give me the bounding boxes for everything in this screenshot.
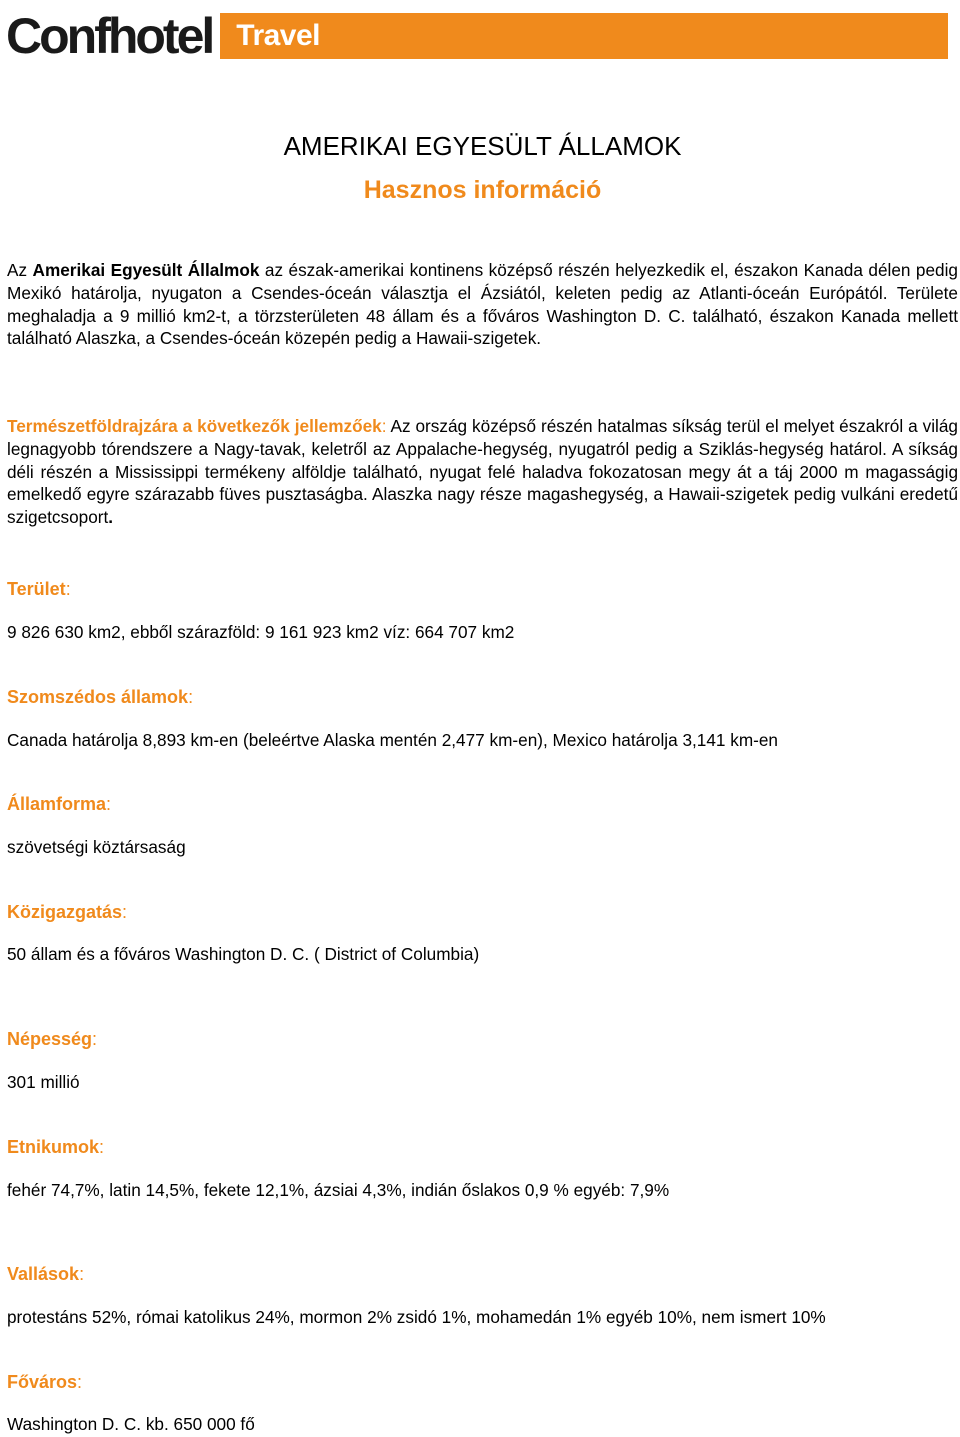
logo-orange-bar <box>220 13 948 59</box>
religion-label: Vallások: <box>7 1264 85 1284</box>
religion-value: protestáns 52%, római katolikus 24%, mormon 2% zsidó 1%, mohamedán 1% egyéb 10%, nem ismert 10% <box>7 1307 826 1327</box>
geography-paragraph <box>7 415 958 529</box>
capital-value: Washington D. C. kb. 650 000 fő <box>7 1414 255 1434</box>
geography-heading: Természetföldrajzára a következők jellemzőek <box>7 416 382 436</box>
intro-country-name: Amerikai Egyesült Állalmok <box>32 260 260 280</box>
government-label: Államforma: <box>7 794 112 814</box>
geography-text: Az ország középső részén hatalmas síkság terül el melyet északról a világ legnagyobb tórendszere a Nagy-tavak, keletről az Appalache-hegység, nyugatról pedig a Sziklás-hegység határol. A síkság déli részén a Mississippi termékeny alföldje található, nyugat felé haladva fokozatosan megy át a táj 2000 m magasságig emelkedő egyre szárazabb füves pusztaságba. Alaszka nagy része magashegység, a Hawaii-szigetek pedig vulkáni eredetű szigetcsoport <box>7 416 958 528</box>
government-value: szövetségi köztársaság <box>7 837 186 857</box>
page-title: AMERIKAI EGYESÜLT ÁLLAMOK <box>283 131 682 161</box>
area-label: Terület: <box>7 579 71 599</box>
area-value: 9 826 630 km2, ebből szárazföld: 9 161 923 km2 víz: 664 707 km2 <box>7 622 515 642</box>
geography-end: . <box>108 507 114 528</box>
intro-prefix: Az <box>7 260 33 280</box>
ethnicity-label: Etnikumok: <box>7 1137 105 1157</box>
intro-paragraph <box>7 259 958 350</box>
administration-value: 50 állam és a főváros Washington D. C. ( District of Columbia) <box>7 944 480 964</box>
intro-text: az észak-amerikai kontinens középső részén helyezkedik el, északon Kanada délen pedig Mexikó határolja, nyugaton a Csendes-óceán választja el Ázsiától, keleten pedig az Atlanti-óceán Európától. Területe meghaladja a 9 millió km2-t, a törzsterületen 48 állam és a főváros Washington D. C. található, északon Kanada mellett található Alaszka, a Csendes-óceán közepén pedig a Hawaii-szigetek. <box>7 260 958 349</box>
ethnicity-value: fehér 74,7%, latin 14,5%, fekete 12,1%, ázsiai 4,3%, indián őslakos 0,9 % egyéb: 7,9% <box>7 1180 670 1200</box>
administration-label: Közigazgatás: <box>7 902 128 922</box>
geography-heading-colon: : <box>381 416 387 436</box>
brand-logo <box>6 8 948 64</box>
capital-label: Főváros: <box>7 1372 83 1392</box>
population-value: 301 millió <box>7 1072 80 1092</box>
population-label: Népesség: <box>7 1029 98 1049</box>
neighbors-label: Szomszédos államok: <box>7 687 194 707</box>
logo-wordmark: Confhotel <box>6 8 213 64</box>
page-subtitle: Hasznos információ <box>363 176 602 204</box>
neighbors-value: Canada határolja 8,893 km-en (beleértve Alaska mentén 2,477 km-en), Mexico határolja 3,141 km-en <box>7 730 778 750</box>
logo-bar-text: Travel <box>236 19 321 52</box>
